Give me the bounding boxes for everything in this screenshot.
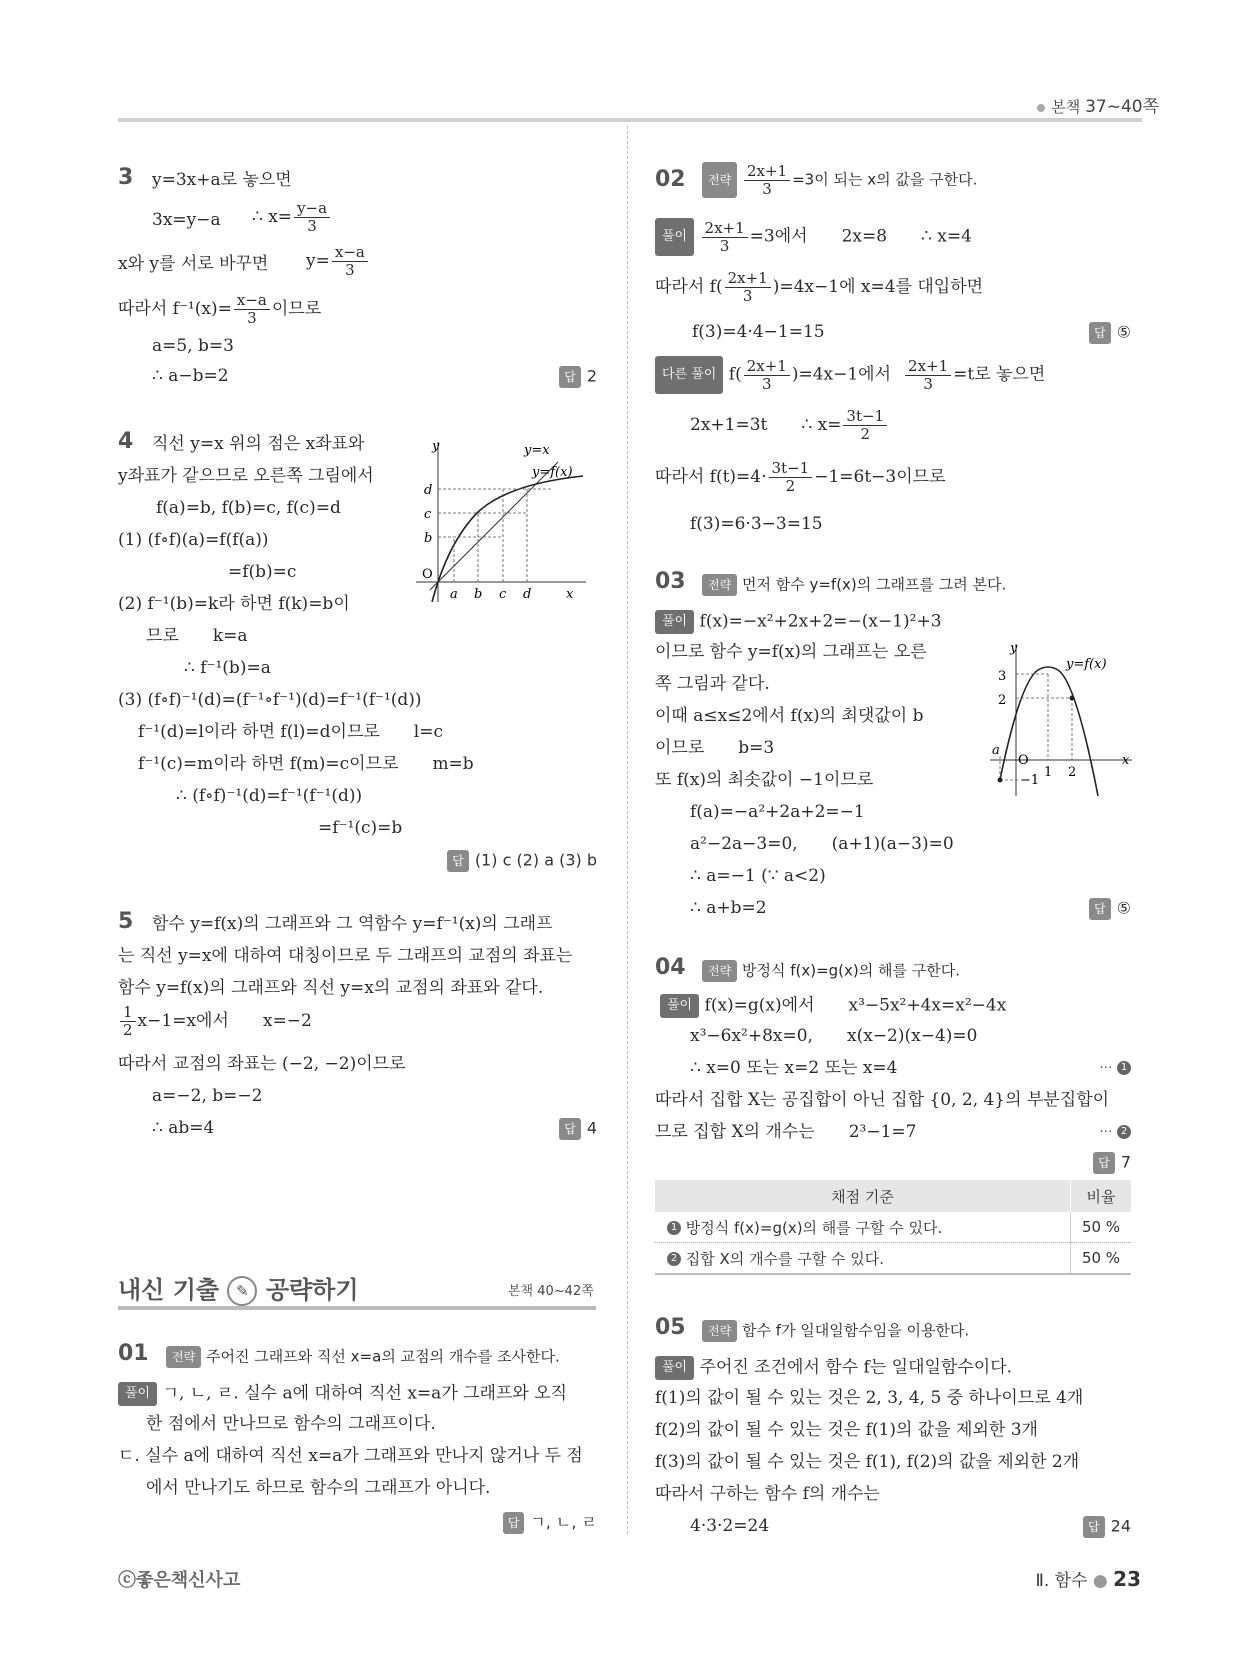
answer: 답 2 [559,366,597,388]
svg-text:c: c [499,587,507,602]
solution-tag: 풀이 [655,218,694,256]
graph-parabola [990,638,1140,798]
svg-text:b: b [474,587,483,602]
section-title: 내신 기출 ✎ 공략하기 [118,1276,359,1304]
solution-tag: 풀이 [655,1356,694,1380]
svg-text:b: b [424,531,433,546]
svg-text:−1: −1 [1020,773,1040,788]
answer: 답 ㄱ, ㄴ, ㄹ [503,1512,597,1534]
page-footer: Ⅱ. 함수 ● 23 [1035,1567,1141,1591]
problem-number: 4 [118,429,134,454]
line-y-eq-x [430,462,558,590]
line-label: y=x [524,443,550,458]
graph-inverse-function [408,432,600,602]
solution-tag: 풀이 [118,1382,157,1406]
grading-criteria-table [655,1180,1131,1275]
strategy-tag: 전략 [702,574,737,596]
x-axis-label: x [566,587,574,602]
answer: 답 7 [1093,1152,1131,1174]
svg-text:c: c [424,507,432,522]
answer: 답 (1) c (2) a (3) b [447,850,597,872]
answer: 답 ⑤ [1089,322,1131,344]
svg-text:a: a [992,743,1000,758]
question-number: 04 [655,955,686,980]
publisher-logo: ⓒ좋은책신사고 [118,1570,241,1591]
svg-text:a: a [450,587,458,602]
svg-text:2: 2 [1068,765,1077,780]
curve-label: y=f(x) [1066,657,1107,672]
svg-text:3: 3 [998,669,1007,684]
page-reference: 본책 37~40쪽 [1037,92,1159,117]
strategy-tag: 전략 [166,1346,201,1368]
curve-label: y=f(x) [532,465,573,480]
section-page-reference: 본책 40~42쪽 [508,1284,594,1299]
step-marker: ··· 2 [1099,1122,1131,1142]
question-number: 03 [655,569,686,594]
strategy-tag: 전략 [702,960,737,982]
strategy-tag: 전략 [702,1320,737,1342]
svg-text:1: 1 [1044,765,1053,780]
answer: 답 4 [559,1118,597,1140]
book-icon: ✎ [227,1276,257,1306]
strategy-tag: 전략 [702,162,737,198]
step-marker: ··· 1 [1099,1058,1131,1078]
question-number: 01 [118,1341,149,1366]
table-header: 채점 기준 [655,1180,1071,1212]
question-number: 02 [655,167,686,192]
answer: 답 ⑤ [1089,898,1131,920]
curve-f [432,476,583,602]
svg-text:2: 2 [998,693,1007,708]
svg-text:x: x [1122,753,1130,768]
question-number: 05 [655,1315,686,1340]
alternative-solution-tag: 다른 풀이 [655,356,723,394]
section-divider [118,1306,596,1310]
bullet-icon: ● [1092,1571,1108,1591]
problem-number: 3 [118,165,134,190]
problem-number: 5 [118,909,134,934]
header-divider [118,118,1142,122]
svg-text:d: d [424,483,433,498]
svg-text:O: O [1018,753,1029,768]
solution-tag: 풀이 [655,610,694,634]
y-axis-label: y [432,439,440,454]
column-divider [627,126,628,1534]
answer: 답 24 [1083,1516,1131,1538]
svg-text:y: y [1010,641,1018,656]
origin-label: O [422,567,433,582]
bullet-icon [1037,104,1045,112]
page-number: 23 [1113,1567,1141,1591]
svg-text:d: d [523,587,532,602]
table-row: 2 집합 X의 개수를 구할 수 있다. 50 % [655,1243,1131,1275]
solution-tag: 풀이 [660,994,699,1018]
table-header: 비율 [1071,1180,1132,1212]
table-row: 1 방정식 f(x)=g(x)의 해를 구할 수 있다. 50 % [655,1212,1131,1243]
